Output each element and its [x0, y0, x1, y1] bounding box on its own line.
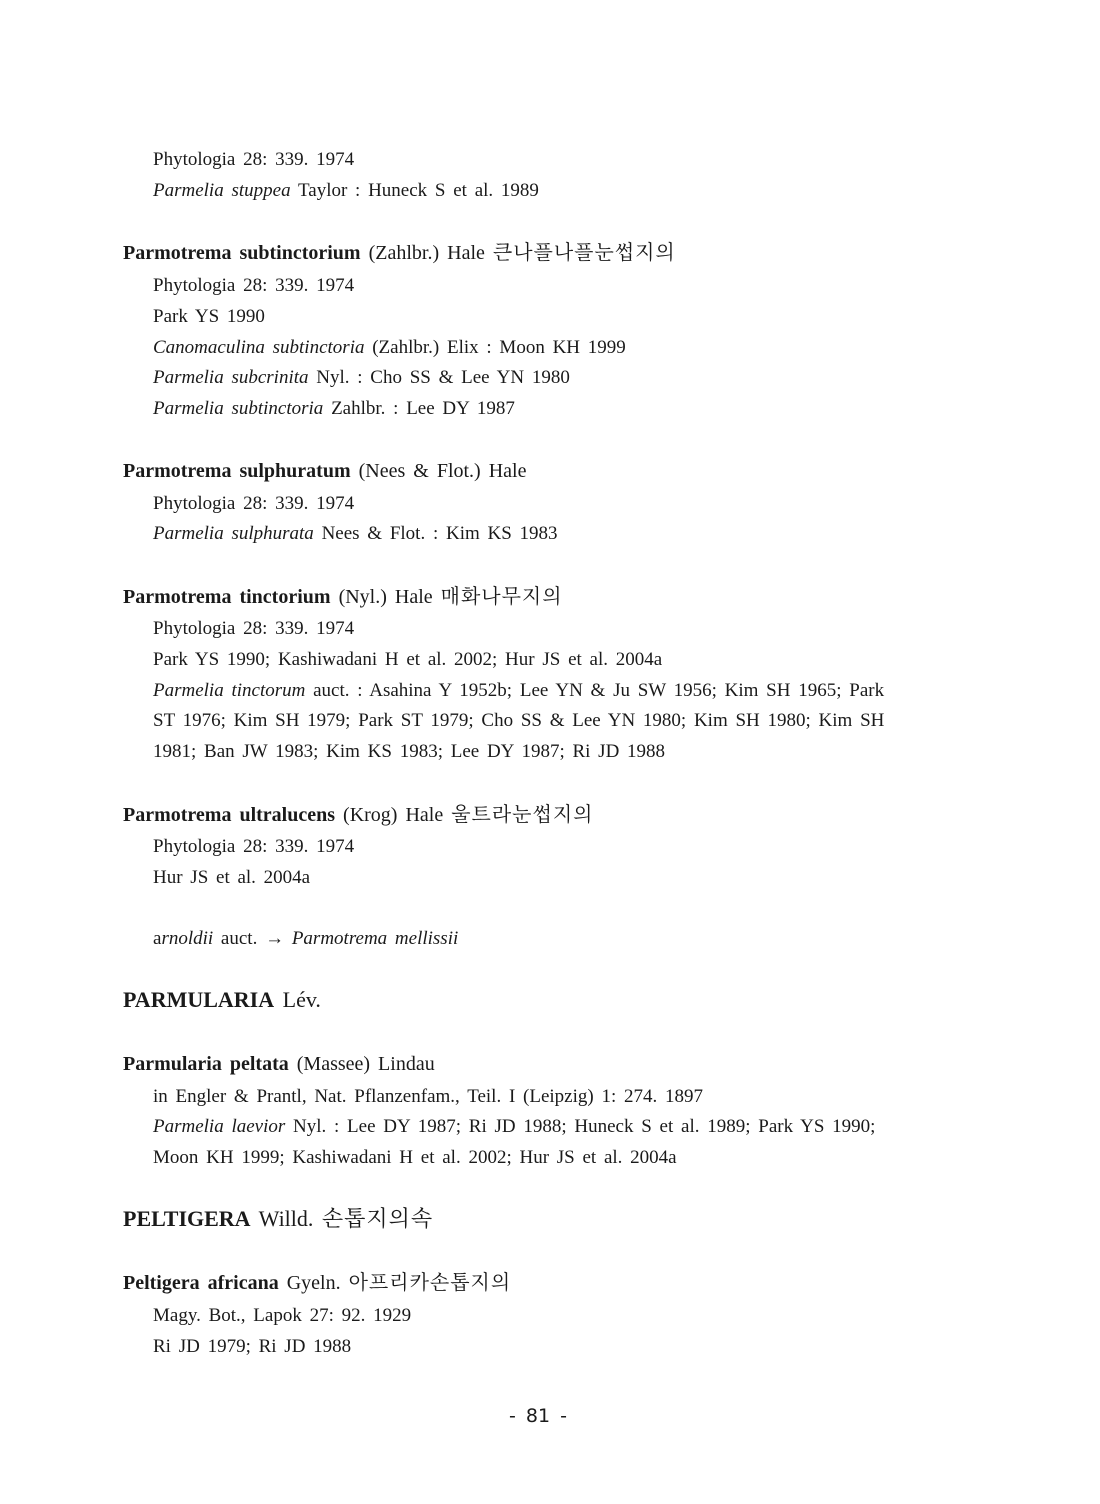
synonym-name: Parmelia tinctorum: [153, 680, 306, 701]
genus-name: PARMULARIA: [123, 987, 275, 1012]
reference-text: Nees & Flot. : Kim KS 1983: [313, 523, 558, 544]
korean-name: 큰나플나플눈썹지의: [492, 240, 676, 264]
species-author: Gyeln.: [278, 1272, 349, 1294]
species-author: (Massee) Lindau: [288, 1053, 435, 1075]
reference-text: Park YS 1990: [153, 306, 265, 327]
cross-reference-arrow: auct. →: [213, 928, 292, 949]
reference-text: auct. : Asahina Y 1952b; Lee YN & Ju SW 1956; Kim SH 1965; Park: [305, 680, 885, 701]
reference-line: [153, 492, 354, 516]
reference-line: [153, 866, 310, 890]
reference-line: [153, 617, 354, 641]
reference-text: Magy. Bot., Lapok 27: 92. 1929: [153, 1305, 412, 1326]
reference-line: [153, 305, 265, 329]
cross-reference-line: [153, 927, 458, 951]
species-heading: [123, 1270, 511, 1295]
synonym-line: [153, 179, 539, 203]
synonym-name: Parmelia sulphurata: [153, 523, 314, 544]
synonym-name: Canomaculina subtinctoria: [153, 337, 365, 358]
reference-text: in Engler & Prantl, Nat. Pflanzenfam., Teil. I (Leipzig) 1: 274. 1897: [153, 1086, 703, 1107]
synonym-name: Parmelia stuppea: [153, 180, 291, 201]
synonym-line: [153, 366, 570, 390]
species-heading: [123, 459, 526, 483]
reference-line: [153, 274, 354, 298]
synonym-line: [153, 522, 558, 546]
reference-text: 1981; Ban JW 1983; Kim KS 1983; Lee DY 1987; Ri JD 1988: [153, 741, 666, 762]
synonym-name: Parmelia subcrinita: [153, 367, 309, 388]
reference-text: Zahlbr. : Lee DY 1987: [323, 398, 515, 419]
genus-heading: [123, 988, 321, 1012]
reference-line: [153, 1335, 351, 1359]
species-author: (Zahlbr.) Hale: [360, 242, 493, 264]
genus-author: Willd.: [250, 1206, 322, 1231]
species-name: Parmularia peltata: [123, 1053, 289, 1075]
reference-text: Phytologia 28: 339. 1974: [153, 618, 355, 639]
reference-text: Phytologia 28: 339. 1974: [153, 493, 355, 514]
reference-text: Phytologia 28: 339. 1974: [153, 275, 355, 296]
korean-name: 울트라눈썹지의: [451, 802, 594, 826]
reference-line: [153, 1304, 411, 1328]
synonym-line: [153, 336, 626, 360]
reference-line: [153, 1085, 703, 1109]
synonym-name: Parmelia subtinctoria: [153, 398, 324, 419]
species-heading: [123, 1052, 435, 1076]
synonym-line: [153, 679, 884, 703]
species-author: (Nyl.) Hale: [330, 586, 441, 608]
cross-reference-prefix: a: [153, 928, 162, 949]
species-name: Parmotrema ultralucens: [123, 804, 336, 826]
species-heading: [123, 240, 676, 265]
korean-name: 아프리카손톱지의: [348, 1270, 512, 1294]
cross-reference-target: Parmotrema mellissii: [291, 928, 459, 949]
reference-line: [153, 709, 884, 733]
reference-text: Phytologia 28: 339. 1974: [153, 836, 355, 857]
reference-text: Nyl. : Lee DY 1987; Ri JD 1988; Huneck S et al. 1989; Park YS 1990;: [285, 1116, 876, 1137]
reference-text: Taylor : Huneck S et al. 1989: [290, 180, 539, 201]
species-heading: [123, 584, 563, 609]
reference-text: Park YS 1990; Kashiwadani H et al. 2002; Hur JS et al. 2004a: [153, 649, 663, 670]
synonym-line: [153, 1115, 875, 1139]
synonym-name: Parmelia laevior: [153, 1116, 286, 1137]
reference-line: [153, 1146, 677, 1170]
species-author: (Krog) Hale: [335, 804, 452, 826]
reference-line: [153, 835, 354, 859]
korean-name: 손톱지의속: [321, 1207, 434, 1232]
cross-reference-epithet: rnoldii: [161, 928, 214, 949]
species-name: Parmotrema subtinctorium: [123, 242, 361, 264]
species-name: Parmotrema tinctorium: [123, 586, 331, 608]
genus-name: PELTIGERA: [123, 1206, 251, 1231]
genus-author: Lév.: [274, 987, 321, 1012]
reference-line: [153, 148, 354, 172]
reference-text: Nyl. : Cho SS & Lee YN 1980: [308, 367, 570, 388]
genus-heading: [123, 1207, 433, 1232]
reference-text: Phytologia 28: 339. 1974: [153, 149, 355, 170]
species-heading: [123, 802, 593, 827]
synonym-line: [153, 397, 515, 421]
reference-text: ST 1976; Kim SH 1979; Park ST 1979; Cho SS & Lee YN 1980; Kim SH 1980; Kim SH: [153, 710, 885, 731]
species-name: Peltigera africana: [123, 1272, 279, 1294]
species-name: Parmotrema sulphuratum: [123, 460, 351, 482]
reference-text: Moon KH 1999; Kashiwadani H et al. 2002; Hur JS et al. 2004a: [153, 1147, 677, 1168]
species-author: (Nees & Flot.) Hale: [350, 460, 527, 482]
korean-name: 매화나무지의: [440, 584, 563, 608]
reference-line: [153, 740, 665, 764]
reference-text: (Zahlbr.) Elix : Moon KH 1999: [364, 337, 626, 358]
reference-line: [153, 648, 662, 672]
reference-text: Hur JS et al. 2004a: [153, 867, 311, 888]
reference-text: Ri JD 1979; Ri JD 1988: [153, 1336, 352, 1357]
page-number: - 81 -: [509, 1405, 567, 1427]
